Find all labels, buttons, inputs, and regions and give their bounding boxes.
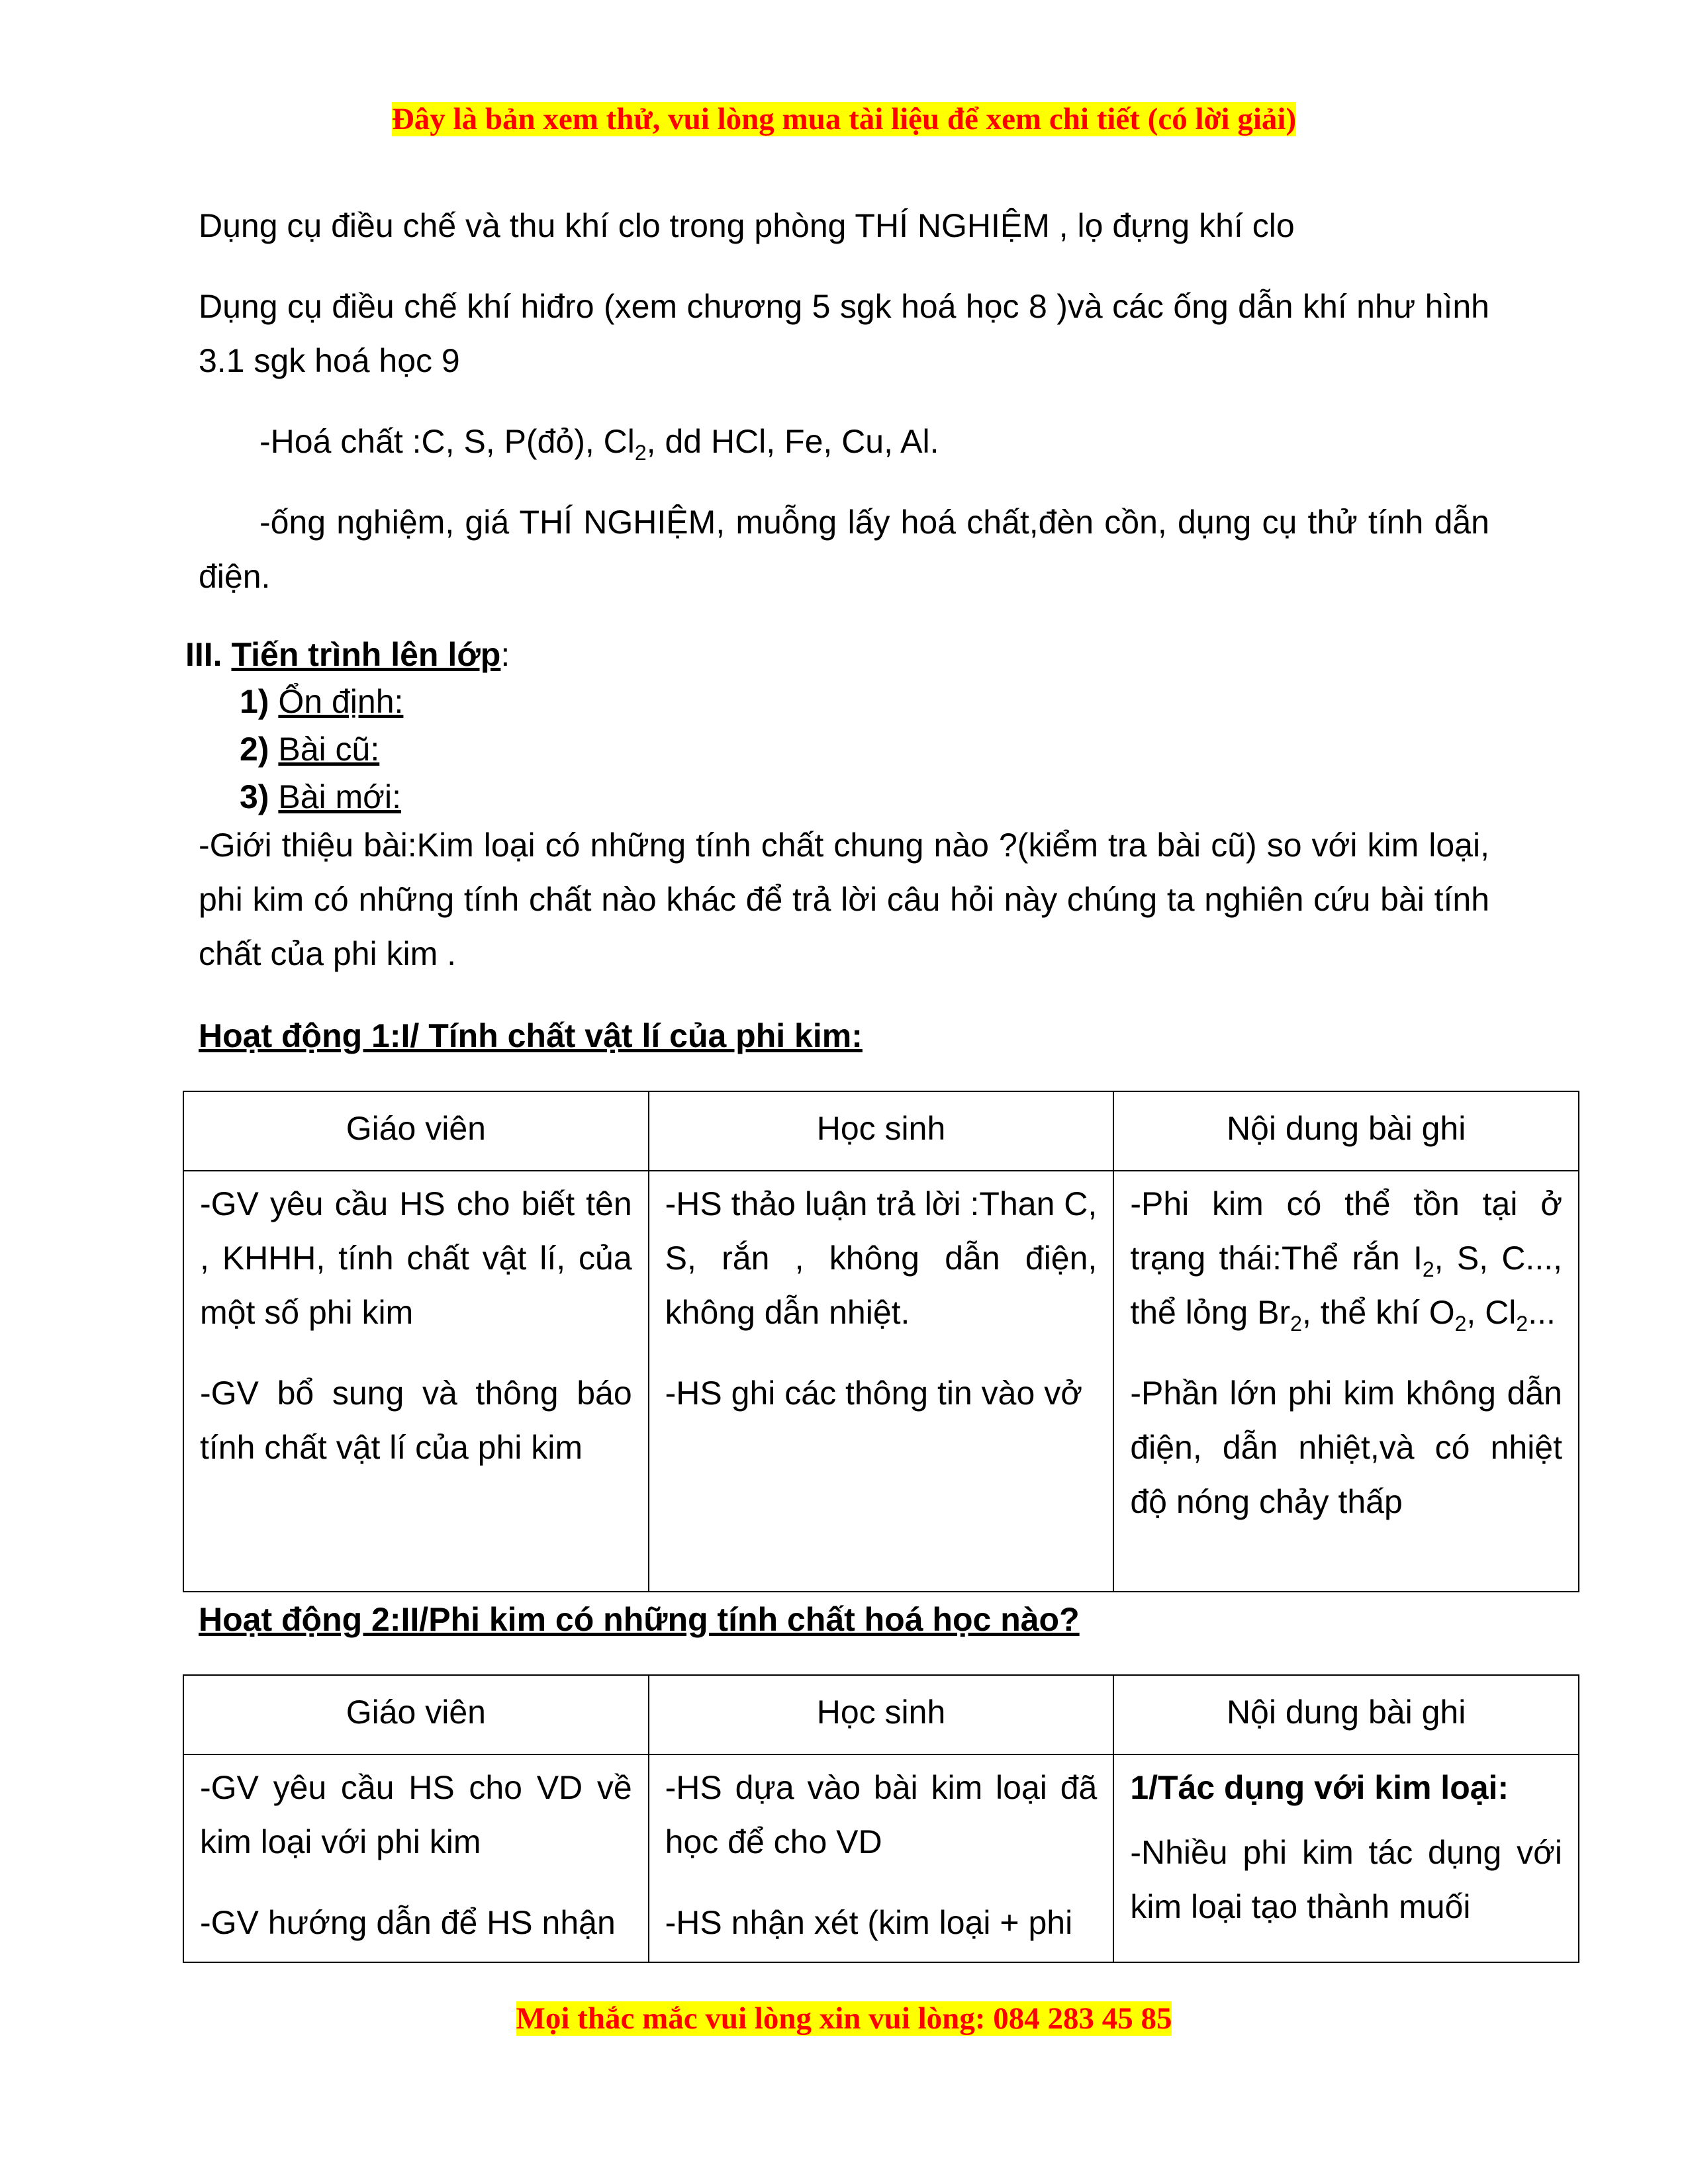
intro-section	[199, 199, 1489, 604]
activity-2-table	[183, 1674, 1579, 1963]
teacher-cell	[183, 1171, 649, 1592]
teacher-text: -GV yêu cầu HS cho VD về kim loại với phi kim	[200, 1769, 632, 1860]
teacher-text: -GV yêu cầu HS cho biết tên , KHHH, tính chất vật lí, của một số phi kim	[200, 1185, 632, 1331]
chemicals-line	[199, 414, 1489, 469]
activity-2-title: Hoạt động 2:II/Phi kim có những tính chất hoá học nào?	[199, 1601, 1080, 1638]
header-notes: Nội dung bài ghi	[1113, 1091, 1579, 1171]
lesson-step-label: Bài cũ:	[278, 731, 380, 768]
activity-1-table	[183, 1091, 1579, 1592]
table-row	[183, 1754, 1579, 1962]
notes-cell	[1113, 1754, 1579, 1962]
chemicals-subscript: 2	[634, 441, 647, 465]
table-header-row	[183, 1675, 1579, 1754]
notes-text: -Nhiều phi kim tác dụng với kim loại tạo thành muối	[1130, 1834, 1562, 1925]
section-iii-heading	[185, 631, 510, 678]
notes-subtitle: 1/Tác dụng với kim loại:	[1130, 1769, 1509, 1806]
student-cell	[649, 1171, 1114, 1592]
teacher-text: -GV bổ sung và thông báo tính chất vật lí của phi kim	[200, 1375, 632, 1466]
student-text: -HS thảo luận trả lời :Than C, S, rắn , không dẫn điện, không dẫn nhiệt.	[665, 1185, 1098, 1331]
preview-notice-banner	[0, 99, 1688, 139]
lesson-step	[240, 678, 403, 725]
lesson-step-label: Bài mới:	[278, 778, 401, 815]
lesson-step-number: 3)	[240, 778, 269, 815]
preview-notice-text: Đây là bản xem thử, vui lòng mua tài liệu để xem chi tiết (có lời giải)	[391, 102, 1297, 136]
header-student: Học sinh	[649, 1091, 1114, 1171]
notes-conductivity-text: -Phần lớn phi kim không dẫn điện, dẫn nhiệt,và có nhiệt độ nóng chảy thấp	[1130, 1375, 1562, 1520]
student-text: -HS dựa vào bài kim loại đã học để cho VD	[665, 1769, 1098, 1860]
intro-line-1: Dụng cụ điều chế và thu khí clo trong phòng THÍ NGHIỆM , lọ đựng khí clo	[199, 207, 1295, 244]
lesson-step-label: Ổn định:	[278, 683, 404, 720]
student-text: -HS nhận xét (kim loại + phi	[665, 1904, 1073, 1941]
header-student: Học sinh	[649, 1675, 1114, 1754]
lesson-intro-paragraph: -Giới thiệu bài:Kim loại có những tính chất chung nào ?(kiểm tra bài cũ) so với kim loại, phi kim có những tính chất nào khác để trả lời câu hỏi này chúng ta nghiên cứu bài tính chất của phi kim .	[199, 827, 1489, 972]
teacher-text: -GV hướng dẫn để HS nhận	[200, 1904, 616, 1941]
section-iii-number: III.	[185, 636, 222, 673]
contact-banner	[0, 1999, 1688, 2038]
notes-states-text: -Phi kim có thể tồn tại ở trạng thái:Thể rắn $I_2$, S, C..., thể lỏng $Br_2$, thể khí $O_2$, $Cl_2$...	[1130, 1185, 1562, 1336]
equipment-line: -ống nghiệm, giá THÍ NGHIỆM, muỗng lấy hoá chất,đèn cồn, dụng cụ thử tính dẫn điện.	[199, 504, 1489, 595]
header-teacher: Giáo viên	[183, 1091, 649, 1171]
table-header-row	[183, 1091, 1579, 1171]
lesson-step	[240, 725, 403, 773]
header-teacher: Giáo viên	[183, 1675, 649, 1754]
header-notes: Nội dung bài ghi	[1113, 1675, 1579, 1754]
lesson-step	[240, 773, 403, 821]
contact-text: Mọi thắc mắc vui lòng xin vui lòng: 084 283 45 85	[516, 2001, 1172, 2036]
activity-1-title: Hoạt động 1:I/ Tính chất vật lí của phi kim:	[199, 1017, 863, 1054]
teacher-cell	[183, 1754, 649, 1962]
lesson-steps-list	[240, 678, 403, 821]
lesson-step-number: 1)	[240, 683, 269, 720]
lesson-step-number: 2)	[240, 731, 269, 768]
notes-cell	[1113, 1171, 1579, 1592]
student-text: -HS ghi các thông tin vào vở	[665, 1375, 1082, 1412]
student-cell	[649, 1754, 1114, 1962]
section-iii-title: Tiến trình lên lớp	[231, 636, 501, 673]
intro-line-2: Dụng cụ điều chế khí hiđro (xem chương 5 sgk hoá học 8 )và các ống dẫn khí như hình 3.1 sgk hoá học 9	[199, 288, 1489, 379]
chemicals-suffix: , dd HCl, Fe, Cu, Al.	[646, 423, 939, 460]
section-iii-colon: :	[500, 636, 510, 673]
chemicals-prefix: -Hoá chất :C, S, P(đỏ), Cl	[259, 423, 635, 460]
table-row	[183, 1171, 1579, 1592]
